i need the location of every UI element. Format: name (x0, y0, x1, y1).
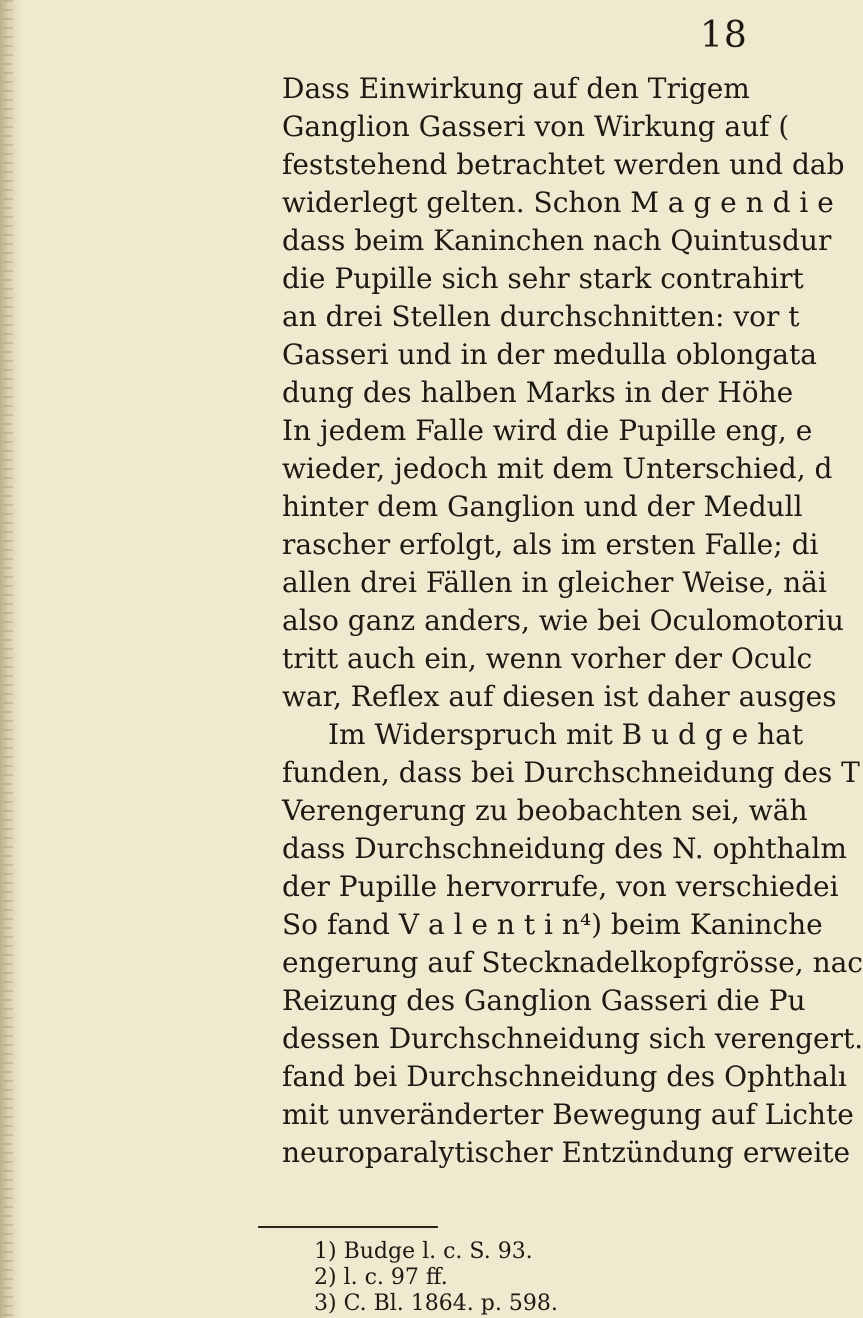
text-line-25: Reizung des Ganglion Gasseri die Pu (282, 984, 806, 1017)
text-line-3: feststehend betrachtet werden und dab (282, 148, 845, 181)
text-line-12: hinter dem Ganglion und der Medull (282, 490, 803, 523)
text-line-4: widerlegt gelten. Schon M a g e n d i e (282, 186, 834, 219)
text-line-5: dass beim Kaninchen nach Quintusdur (282, 224, 832, 257)
text-line-14: allen drei Fällen in gleicher Weise, näi (282, 566, 827, 599)
footnote-2: 2) l. c. 97 ff. (314, 1265, 448, 1290)
text-line-6: die Pupille sich sehr stark contrahirt (282, 262, 804, 295)
text-line-27: fand bei Durchschneidung des Ophthalı (282, 1060, 847, 1093)
text-line-29: neuroparalytischer Entzündung erweite (282, 1136, 851, 1169)
text-line-1: Dass Einwirkung auf den Trigem (282, 72, 750, 105)
text-line-10: In jedem Falle wird die Pupille eng, e (282, 414, 813, 447)
text-line-2: Ganglion Gasseri von Wirkung auf ( (282, 110, 790, 143)
text-line-11: wieder, jedoch mit dem Unterschied, d (282, 452, 833, 485)
page-number: 18 (700, 15, 748, 56)
text-line-26: dessen Durchschneidung sich verengert. (282, 1022, 863, 1055)
text-line-28: mit unveränderter Bewegung auf Lichte (282, 1098, 854, 1131)
footnote-1: 1) Budge l. c. S. 93. (314, 1239, 533, 1264)
text-line-23: So fand V a l e n t i n⁴) beim Kaninche (282, 908, 823, 941)
text-line-24: engerung auf Stecknadelkopfgrösse, nac (282, 946, 863, 979)
text-line-18: Im Widerspruch mit B u d g e hat (328, 718, 804, 751)
footnote-rule (258, 1226, 438, 1228)
text-line-7: an drei Stellen durchschnitten: vor t (282, 300, 800, 333)
text-line-8: Gasseri und in der medulla oblongata (282, 338, 817, 371)
text-line-21: dass Durchschneidung des N. ophthalm (282, 832, 847, 865)
text-line-15: also ganz anders, wie bei Oculomotoriu (282, 604, 844, 637)
text-line-17: war, Reflex auf diesen ist daher ausges (282, 680, 837, 713)
page-binding-texture (3, 0, 13, 1318)
text-line-20: Verengerung zu beobachten sei, wäh (282, 794, 808, 827)
text-line-13: rascher erfolgt, als im ersten Falle; di (282, 528, 819, 561)
footnote-3: 3) C. Bl. 1864. p. 598. (314, 1291, 558, 1316)
text-line-19: funden, dass bei Durchschneidung des T (282, 756, 860, 789)
text-line-9: dung des halben Marks in der Höhe (282, 376, 794, 409)
text-line-22: der Pupille hervorrufe, von verschiedei (282, 870, 839, 903)
text-line-16: tritt auch ein, wenn vorher der Oculc (282, 642, 813, 675)
